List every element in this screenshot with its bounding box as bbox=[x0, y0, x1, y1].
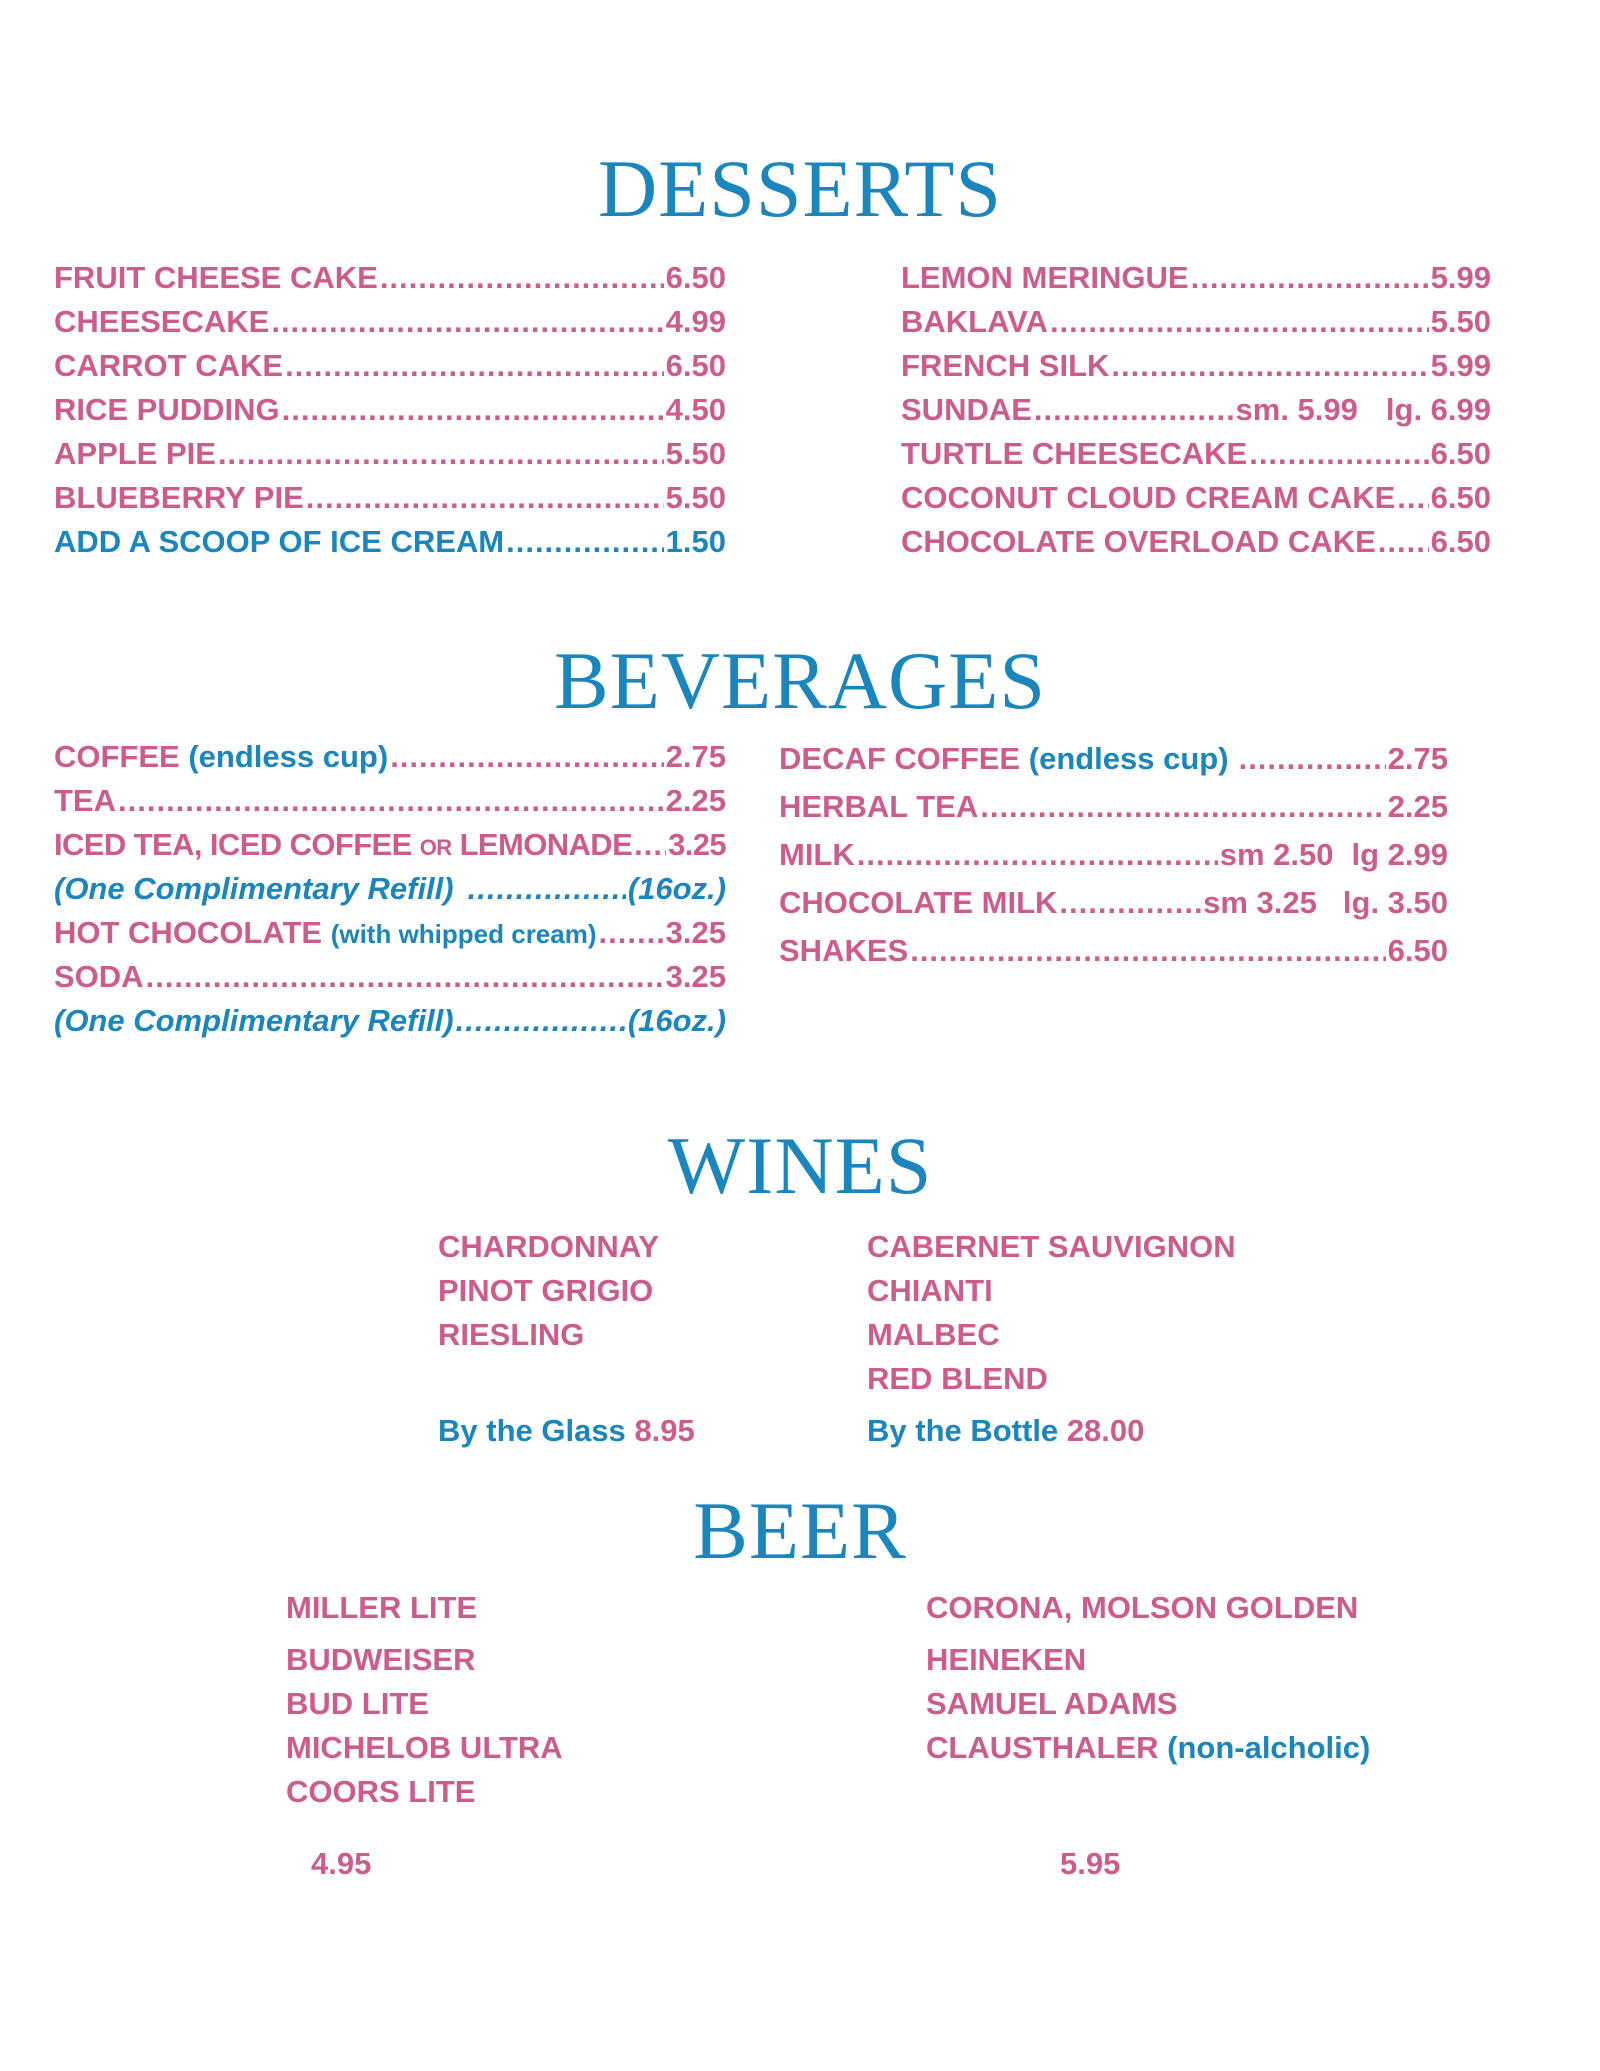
beer-item: CORONA, MOLSON GOLDEN bbox=[926, 1590, 1359, 1625]
menu-item: BLUEBERRY PIE ..... 5.50 bbox=[54, 476, 726, 520]
menu-note: (One Complimentary Refill) ..... (16oz.) bbox=[54, 867, 726, 911]
menu-item: MILK ..... sm 2.50 lg 2.99 bbox=[779, 831, 1448, 879]
menu-item: RICE PUDDING ..... 4.50 bbox=[54, 388, 726, 432]
menu-item: TEA ..... 2.25 bbox=[54, 779, 726, 823]
menu-item: CHEESECAKE ..... 4.99 bbox=[54, 300, 726, 344]
beer-item: MILLER LITE bbox=[286, 1590, 478, 1625]
menu-item: SHAKES ..... 6.50 bbox=[779, 927, 1448, 975]
wine-item: CHARDONNAY bbox=[438, 1229, 660, 1264]
beer-right-list bbox=[926, 1588, 1370, 1770]
wines-left-list bbox=[438, 1225, 659, 1357]
beer-left-list bbox=[286, 1588, 563, 1814]
menu-item: SODA ..... 3.25 bbox=[54, 955, 726, 999]
beer-item: MICHELOB ULTRA bbox=[286, 1730, 563, 1765]
menu-item: COCONUT CLOUD CREAM CAKE ..... 6.50 bbox=[901, 476, 1491, 520]
menu-note: (One Complimentary Refill) ..... (16oz.) bbox=[54, 999, 726, 1043]
menu-item: ICED TEA, ICED COFFEE OR LEMONADE ..... 3.25 bbox=[54, 823, 726, 867]
wine-glass-price: By the Glass 8.95 bbox=[438, 1413, 695, 1448]
menu-item: APPLE PIE ..... 5.50 bbox=[54, 432, 726, 476]
menu-item: HERBAL TEA ..... 2.25 bbox=[779, 783, 1448, 831]
wines-heading: WINES bbox=[667, 1120, 933, 1211]
beer-item: CLAUSTHALER (non-alcholic) bbox=[926, 1730, 1371, 1765]
wine-item: MALBEC bbox=[867, 1317, 1000, 1352]
wine-item: PINOT GRIGIO bbox=[438, 1273, 654, 1308]
menu-item: LEMON MERINGUE ..... 5.99 bbox=[901, 256, 1491, 300]
beer-item: BUD LITE bbox=[286, 1686, 429, 1721]
menu-item: SUNDAE ..... sm. 5.99 lg. 6.99 bbox=[901, 388, 1491, 432]
beverages-left-column bbox=[54, 735, 726, 1043]
wine-item: RED BLEND bbox=[867, 1361, 1048, 1396]
menu-item: CARROT CAKE ..... 6.50 bbox=[54, 344, 726, 388]
wine-item: RIESLING bbox=[438, 1317, 585, 1352]
wines-right-list bbox=[867, 1225, 1236, 1401]
wine-item: CHIANTI bbox=[867, 1273, 993, 1308]
menu-item: HOT CHOCOLATE (with whipped cream) ..... 3.25 bbox=[54, 911, 726, 955]
beer-item: HEINEKEN bbox=[926, 1642, 1087, 1677]
menu-item: FRENCH SILK ..... 5.99 bbox=[901, 344, 1491, 388]
menu-item-add-on: ADD A SCOOP OF ICE CREAM ..... 1.50 bbox=[54, 520, 726, 564]
beer-import-price: 5.95 bbox=[1060, 1846, 1121, 1881]
beer-domestic-price: 4.95 bbox=[311, 1846, 372, 1881]
menu-item: CHOCOLATE MILK ..... sm 3.25 lg. 3.50 bbox=[779, 879, 1448, 927]
beverages-right-column bbox=[779, 735, 1448, 975]
beer-item: COORS LITE bbox=[286, 1774, 476, 1809]
beverages-heading: BEVERAGES bbox=[554, 635, 1046, 726]
beer-heading: BEER bbox=[693, 1485, 907, 1576]
menu-item: CHOCOLATE OVERLOAD CAKE ..... 6.50 bbox=[901, 520, 1491, 564]
menu-item: TURTLE CHEESECAKE ..... 6.50 bbox=[901, 432, 1491, 476]
menu-item: DECAF COFFEE (endless cup) ..... 2.75 bbox=[779, 735, 1448, 783]
wine-item: CABERNET SAUVIGNON bbox=[867, 1229, 1236, 1264]
menu-item: BAKLAVA ..... 5.50 bbox=[901, 300, 1491, 344]
desserts-heading: DESSERTS bbox=[597, 143, 1003, 234]
desserts-right-column bbox=[901, 256, 1491, 564]
wine-bottle-price: By the Bottle 28.00 bbox=[867, 1413, 1145, 1448]
menu-item: COFFEE (endless cup) ..... 2.75 bbox=[54, 735, 726, 779]
desserts-left-column bbox=[54, 256, 726, 564]
beer-item: BUDWEISER bbox=[286, 1642, 476, 1677]
menu-item: FRUIT CHEESE CAKE ..... 6.50 bbox=[54, 256, 726, 300]
beer-item: SAMUEL ADAMS bbox=[926, 1686, 1178, 1721]
